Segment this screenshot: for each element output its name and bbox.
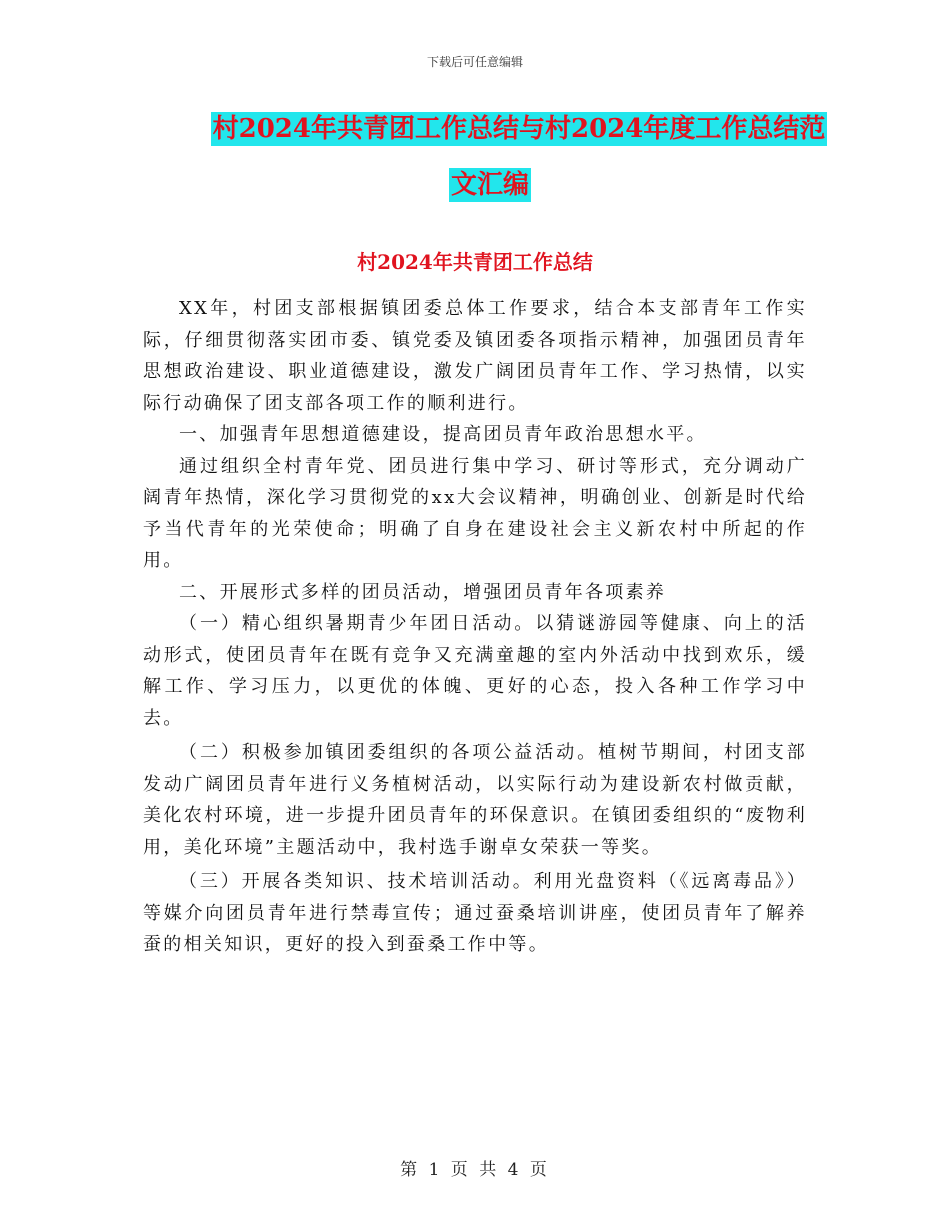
paragraph-item-1: （一）精心组织暑期青少年团日活动。以猜谜游园等健康、向上的活动形式，使团员青年在既有竞争又充满童趣的室内外活动中找到欢乐，缓解工作、学习压力，以更优的体魄、更好的心态，投入各种工作学习中去。 xyxy=(143,613,807,729)
paragraph-intro: XX年，村团支部根据镇团委总体工作要求，结合本支部青年工作实际，仔细贯彻落实团市委、镇党委及镇团委各项指示精神，加强团员青年思想政治建设、职业道德建设，激发广阔团员青年工作、学习热情，以实际行动确保了团支部各项工作的顺利进行。 xyxy=(143,298,807,414)
paragraph-item-2: （二）积极参加镇团委组织的各项公益活动。植树节期间，村团支部发动广阔团员青年进行义务植树活动，以实际行动为建设新农村做贡献，美化农村环境，进一步提升团员青年的环保意识。在镇团委组织的“废物利用，美化环境”主题活动中，我村选手谢卓女荣获一等奖。 xyxy=(143,742,807,858)
paragraph-heading-1: 一、加强青年思想道德建设，提高团员青年政治思想水平。 xyxy=(179,424,707,445)
paragraph-heading-2: 二、开展形式多样的团员活动，增强团员青年各项素养 xyxy=(179,581,667,603)
body-text xyxy=(143,293,807,961)
paragraph-item-3: （三）开展各类知识、技术培训活动。利用光盘资料（《远离毒品》）等媒介向团员青年进行禁毒宣传；通过蚕桑培训讲座，使团员青年了解养蚕的相关知识，更好的投入到蚕桑工作中等。 xyxy=(143,871,807,955)
section-title: 村2024年共青团工作总结 xyxy=(357,250,593,274)
title-line-1: 村2024年共青团工作总结与村2024年度工作总结范 xyxy=(212,114,826,144)
document-title xyxy=(140,112,840,202)
header-note: 下载后可任意编辑 xyxy=(426,55,523,69)
page-footer: 第 1 页 共 4 页 xyxy=(400,1160,550,1180)
title-line-2: 文汇编 xyxy=(450,170,529,200)
paragraph-study: 通过组织全村青年党、团员进行集中学习、研讨等形式，充分调动广阔青年热情，深化学习贯彻党的xx大会议精神，明确创业、创新是时代给予当代青年的光荣使命；明确了自身在建设社会主义新农村中所起的作用。 xyxy=(143,455,807,571)
